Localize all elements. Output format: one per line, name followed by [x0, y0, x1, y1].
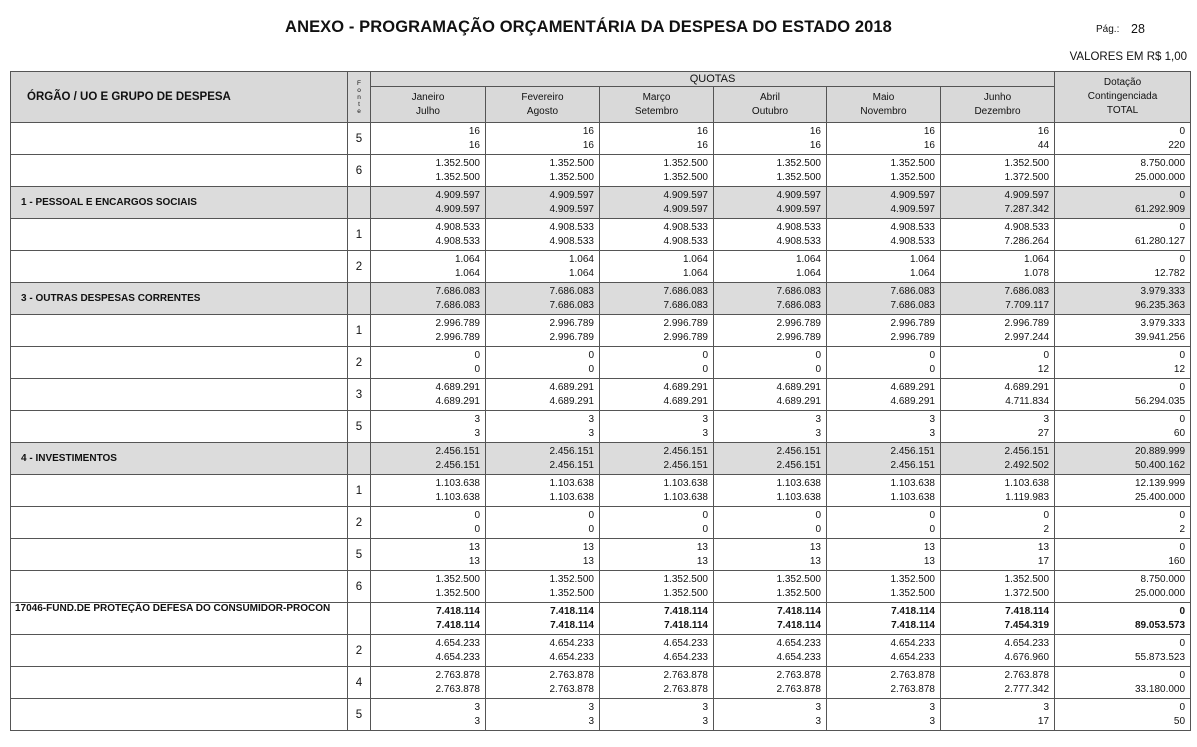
row-label: 4 - INVESTIMENTOS	[11, 443, 348, 475]
group-row	[11, 443, 1191, 475]
quota-cell: 1.064 1.064	[486, 251, 600, 283]
quota-cell: 16 16	[714, 123, 827, 155]
quota-cell: 7.686.083 7.686.083	[371, 283, 486, 315]
quota-cell: 13 13	[714, 539, 827, 571]
quota-cell: 1.103.638 1.119.983	[941, 475, 1055, 507]
quota-cell: 1.064 1.064	[371, 251, 486, 283]
quota-cell: 3 27	[941, 411, 1055, 443]
column-header-month: Fevereiro Agosto	[486, 87, 600, 123]
quota-cell: 0 0	[371, 507, 486, 539]
quota-cell: 4.689.291 4.689.291	[371, 379, 486, 411]
column-header-quotas: QUOTAS	[371, 72, 1055, 87]
quota-cell: 1.352.500 1.352.500	[600, 155, 714, 187]
quota-cell: 3 3	[486, 411, 600, 443]
fonte-code: 2	[348, 507, 371, 539]
quota-cell: 1.103.638 1.103.638	[827, 475, 941, 507]
total-cell: 3.979.333 39.941.256	[1055, 315, 1191, 347]
fonte-row	[11, 155, 1191, 187]
quota-cell: 1.103.638 1.103.638	[486, 475, 600, 507]
fonte-code: 2	[348, 635, 371, 667]
quota-cell: 16 16	[486, 123, 600, 155]
quota-cell: 7.686.083 7.709.117	[941, 283, 1055, 315]
fonte-code: 1	[348, 315, 371, 347]
fonte-code: 1	[348, 475, 371, 507]
quota-cell: 13 13	[827, 539, 941, 571]
quota-cell: 2.763.878 2.763.878	[486, 667, 600, 699]
fonte-row	[11, 699, 1191, 731]
quota-cell: 4.689.291 4.689.291	[486, 379, 600, 411]
page-label: Pág.:	[1096, 24, 1120, 35]
quota-cell: 0 0	[486, 347, 600, 379]
fonte-code: 5	[348, 123, 371, 155]
quota-cell: 2.996.789 2.996.789	[714, 315, 827, 347]
quota-cell: 1.103.638 1.103.638	[371, 475, 486, 507]
fonte-code: 2	[348, 347, 371, 379]
total-cell: 0 12	[1055, 347, 1191, 379]
quota-cell: 4.909.597 4.909.597	[371, 187, 486, 219]
total-cell: 0 89.053.573	[1055, 603, 1191, 635]
row-label: 3 - OUTRAS DESPESAS CORRENTES	[11, 283, 348, 315]
quota-cell: 2.456.151 2.456.151	[371, 443, 486, 475]
quota-cell: 4.908.533 4.908.533	[600, 219, 714, 251]
fonte-row	[11, 507, 1191, 539]
quota-cell: 7.418.114 7.418.114	[486, 603, 600, 635]
row-label	[11, 699, 348, 731]
total-cell: 20.889.999 50.400.162	[1055, 443, 1191, 475]
quota-cell: 2.996.789 2.997.244	[941, 315, 1055, 347]
quota-cell: 13 13	[600, 539, 714, 571]
values-note: VALORES EM R$ 1,00	[1069, 51, 1187, 63]
quota-cell: 4.909.597 4.909.597	[600, 187, 714, 219]
quota-cell: 4.689.291 4.689.291	[827, 379, 941, 411]
quota-cell: 4.908.533 4.908.533	[714, 219, 827, 251]
unit-row	[11, 603, 1191, 635]
quota-cell: 0 2	[941, 507, 1055, 539]
quota-cell: 7.418.114 7.454.319	[941, 603, 1055, 635]
quota-cell: 1.352.500 1.352.500	[486, 571, 600, 603]
row-label	[11, 507, 348, 539]
fonte-row	[11, 539, 1191, 571]
fonte-code: 6	[348, 571, 371, 603]
column-header-orgao: ÓRGÃO / UO E GRUPO DE DESPESA	[11, 72, 348, 123]
column-header-month: Abril Outubro	[714, 87, 827, 123]
fonte-code: 5	[348, 539, 371, 571]
quota-cell: 2.996.789 2.996.789	[600, 315, 714, 347]
fonte-code: 1	[348, 219, 371, 251]
fonte-row	[11, 123, 1191, 155]
quota-cell: 1.352.500 1.352.500	[714, 571, 827, 603]
quota-cell: 2.763.878 2.763.878	[600, 667, 714, 699]
row-label: 17046-FUND.DE PROTEÇÃO DEFESA DO CONSUMIDOR-PROCON	[11, 603, 348, 635]
quota-cell: 4.909.597 7.287.342	[941, 187, 1055, 219]
fonte-code	[348, 283, 371, 315]
fonte-code	[348, 187, 371, 219]
quota-cell: 4.909.597 4.909.597	[827, 187, 941, 219]
quota-cell: 4.908.533 4.908.533	[486, 219, 600, 251]
quota-cell: 2.456.151 2.456.151	[827, 443, 941, 475]
quota-cell: 1.103.638 1.103.638	[600, 475, 714, 507]
total-cell: 3.979.333 96.235.363	[1055, 283, 1191, 315]
fonte-row	[11, 667, 1191, 699]
quota-cell: 1.064 1.064	[827, 251, 941, 283]
quota-cell: 16 16	[600, 123, 714, 155]
quota-cell: 2.456.151 2.456.151	[714, 443, 827, 475]
fonte-row	[11, 315, 1191, 347]
quota-cell: 1.352.500 1.352.500	[371, 155, 486, 187]
column-header-fonte: F o n t e	[348, 72, 371, 123]
quota-cell: 13 13	[486, 539, 600, 571]
quota-cell: 1.352.500 1.352.500	[371, 571, 486, 603]
total-cell: 0 220	[1055, 123, 1191, 155]
quota-cell: 7.686.083 7.686.083	[827, 283, 941, 315]
quota-cell: 0 0	[714, 347, 827, 379]
row-label	[11, 667, 348, 699]
quota-cell: 1.352.500 1.352.500	[600, 571, 714, 603]
quota-cell: 1.352.500 1.352.500	[486, 155, 600, 187]
quota-cell: 2.996.789 2.996.789	[827, 315, 941, 347]
quota-cell: 7.418.114 7.418.114	[827, 603, 941, 635]
quota-cell: 7.418.114 7.418.114	[371, 603, 486, 635]
quota-cell: 4.908.533 4.908.533	[371, 219, 486, 251]
quota-cell: 1.064 1.064	[600, 251, 714, 283]
row-label: 1 - PESSOAL E ENCARGOS SOCIAIS	[11, 187, 348, 219]
quota-cell: 2.456.151 2.456.151	[486, 443, 600, 475]
row-label	[11, 347, 348, 379]
quota-cell: 1.352.500 1.352.500	[714, 155, 827, 187]
fonte-code: 2	[348, 251, 371, 283]
quota-cell: 2.456.151 2.456.151	[600, 443, 714, 475]
total-cell: 0 56.294.035	[1055, 379, 1191, 411]
quota-cell: 7.686.083 7.686.083	[714, 283, 827, 315]
quota-cell: 1.352.500 1.372.500	[941, 571, 1055, 603]
column-header-month: Março Setembro	[600, 87, 714, 123]
quota-cell: 4.689.291 4.689.291	[600, 379, 714, 411]
quota-cell: 1.352.500 1.352.500	[827, 155, 941, 187]
quota-cell: 3 3	[600, 699, 714, 731]
quota-cell: 2.996.789 2.996.789	[486, 315, 600, 347]
budget-table	[10, 71, 1191, 731]
quota-cell: 3 3	[827, 699, 941, 731]
fonte-code: 3	[348, 379, 371, 411]
column-header-month: Junho Dezembro	[941, 87, 1055, 123]
quota-cell: 2.763.878 2.763.878	[371, 667, 486, 699]
total-cell: 0 61.292.909	[1055, 187, 1191, 219]
quota-cell: 16 44	[941, 123, 1055, 155]
total-cell: 8.750.000 25.000.000	[1055, 571, 1191, 603]
group-row	[11, 187, 1191, 219]
quota-cell: 3 3	[827, 411, 941, 443]
quota-cell: 4.689.291 4.711.834	[941, 379, 1055, 411]
document-title: ANEXO - PROGRAMAÇÃO ORÇAMENTÁRIA DA DESPESA DO ESTADO 2018	[285, 18, 892, 36]
quota-cell: 4.654.233 4.654.233	[371, 635, 486, 667]
total-cell: 0 50	[1055, 699, 1191, 731]
quota-cell: 2.763.878 2.777.342	[941, 667, 1055, 699]
column-header-total: Dotação Contingenciada TOTAL	[1055, 72, 1191, 123]
quota-cell: 16 16	[827, 123, 941, 155]
total-cell: 8.750.000 25.000.000	[1055, 155, 1191, 187]
total-cell: 0 12.782	[1055, 251, 1191, 283]
quota-cell: 0 0	[486, 507, 600, 539]
fonte-code	[348, 443, 371, 475]
quota-cell: 13 13	[371, 539, 486, 571]
quota-cell: 3 3	[371, 699, 486, 731]
quota-cell: 3 3	[714, 411, 827, 443]
fonte-row	[11, 635, 1191, 667]
quota-cell: 1.064 1.078	[941, 251, 1055, 283]
total-cell: 0 60	[1055, 411, 1191, 443]
quota-cell: 4.654.233 4.654.233	[827, 635, 941, 667]
fonte-code: 5	[348, 699, 371, 731]
row-label	[11, 539, 348, 571]
quota-cell: 4.654.233 4.654.233	[714, 635, 827, 667]
row-label	[11, 251, 348, 283]
fonte-row	[11, 347, 1191, 379]
quota-cell: 7.418.114 7.418.114	[714, 603, 827, 635]
quota-cell: 1.352.500 1.372.500	[941, 155, 1055, 187]
quota-cell: 7.686.083 7.686.083	[486, 283, 600, 315]
quota-cell: 0 0	[600, 507, 714, 539]
quota-cell: 7.686.083 7.686.083	[600, 283, 714, 315]
row-label	[11, 379, 348, 411]
total-cell: 0 33.180.000	[1055, 667, 1191, 699]
row-label	[11, 475, 348, 507]
row-label	[11, 123, 348, 155]
row-label	[11, 635, 348, 667]
row-label	[11, 155, 348, 187]
quota-cell: 0 0	[714, 507, 827, 539]
fonte-row	[11, 251, 1191, 283]
fonte-code: 5	[348, 411, 371, 443]
quota-cell: 2.763.878 2.763.878	[714, 667, 827, 699]
total-cell: 0 2	[1055, 507, 1191, 539]
total-cell: 12.139.999 25.400.000	[1055, 475, 1191, 507]
fonte-code: 4	[348, 667, 371, 699]
quota-cell: 0 0	[600, 347, 714, 379]
quota-cell: 4.909.597 4.909.597	[486, 187, 600, 219]
quota-cell: 0 0	[371, 347, 486, 379]
quota-cell: 13 17	[941, 539, 1055, 571]
quota-cell: 1.352.500 1.352.500	[827, 571, 941, 603]
quota-cell: 4.654.233 4.654.233	[486, 635, 600, 667]
quota-cell: 16 16	[371, 123, 486, 155]
quota-cell: 2.763.878 2.763.878	[827, 667, 941, 699]
group-row	[11, 283, 1191, 315]
quota-cell: 0 12	[941, 347, 1055, 379]
quota-cell: 7.418.114 7.418.114	[600, 603, 714, 635]
fonte-row	[11, 219, 1191, 251]
quota-cell: 3 3	[714, 699, 827, 731]
fonte-code	[348, 603, 371, 635]
quota-cell: 3 17	[941, 699, 1055, 731]
total-cell: 0 160	[1055, 539, 1191, 571]
row-label	[11, 315, 348, 347]
quota-cell: 0 0	[827, 507, 941, 539]
row-label	[11, 219, 348, 251]
quota-cell: 3 3	[486, 699, 600, 731]
quota-cell: 4.908.533 7.286.264	[941, 219, 1055, 251]
page-number: 28	[1131, 22, 1145, 36]
column-header-month: Maio Novembro	[827, 87, 941, 123]
row-label	[11, 411, 348, 443]
fonte-row	[11, 475, 1191, 507]
fonte-row	[11, 571, 1191, 603]
quota-cell: 4.689.291 4.689.291	[714, 379, 827, 411]
quota-cell: 2.996.789 2.996.789	[371, 315, 486, 347]
fonte-code: 6	[348, 155, 371, 187]
quota-cell: 1.064 1.064	[714, 251, 827, 283]
quota-cell: 4.908.533 4.908.533	[827, 219, 941, 251]
quota-cell: 3 3	[371, 411, 486, 443]
fonte-row	[11, 411, 1191, 443]
quota-cell: 4.654.233 4.654.233	[600, 635, 714, 667]
fonte-row	[11, 379, 1191, 411]
quota-cell: 3 3	[600, 411, 714, 443]
quota-cell: 1.103.638 1.103.638	[714, 475, 827, 507]
quota-cell: 0 0	[827, 347, 941, 379]
quota-cell: 4.909.597 4.909.597	[714, 187, 827, 219]
total-cell: 0 55.873.523	[1055, 635, 1191, 667]
quota-cell: 2.456.151 2.492.502	[941, 443, 1055, 475]
total-cell: 0 61.280.127	[1055, 219, 1191, 251]
column-header-month: Janeiro Julho	[371, 87, 486, 123]
row-label	[11, 571, 348, 603]
quota-cell: 4.654.233 4.676.960	[941, 635, 1055, 667]
